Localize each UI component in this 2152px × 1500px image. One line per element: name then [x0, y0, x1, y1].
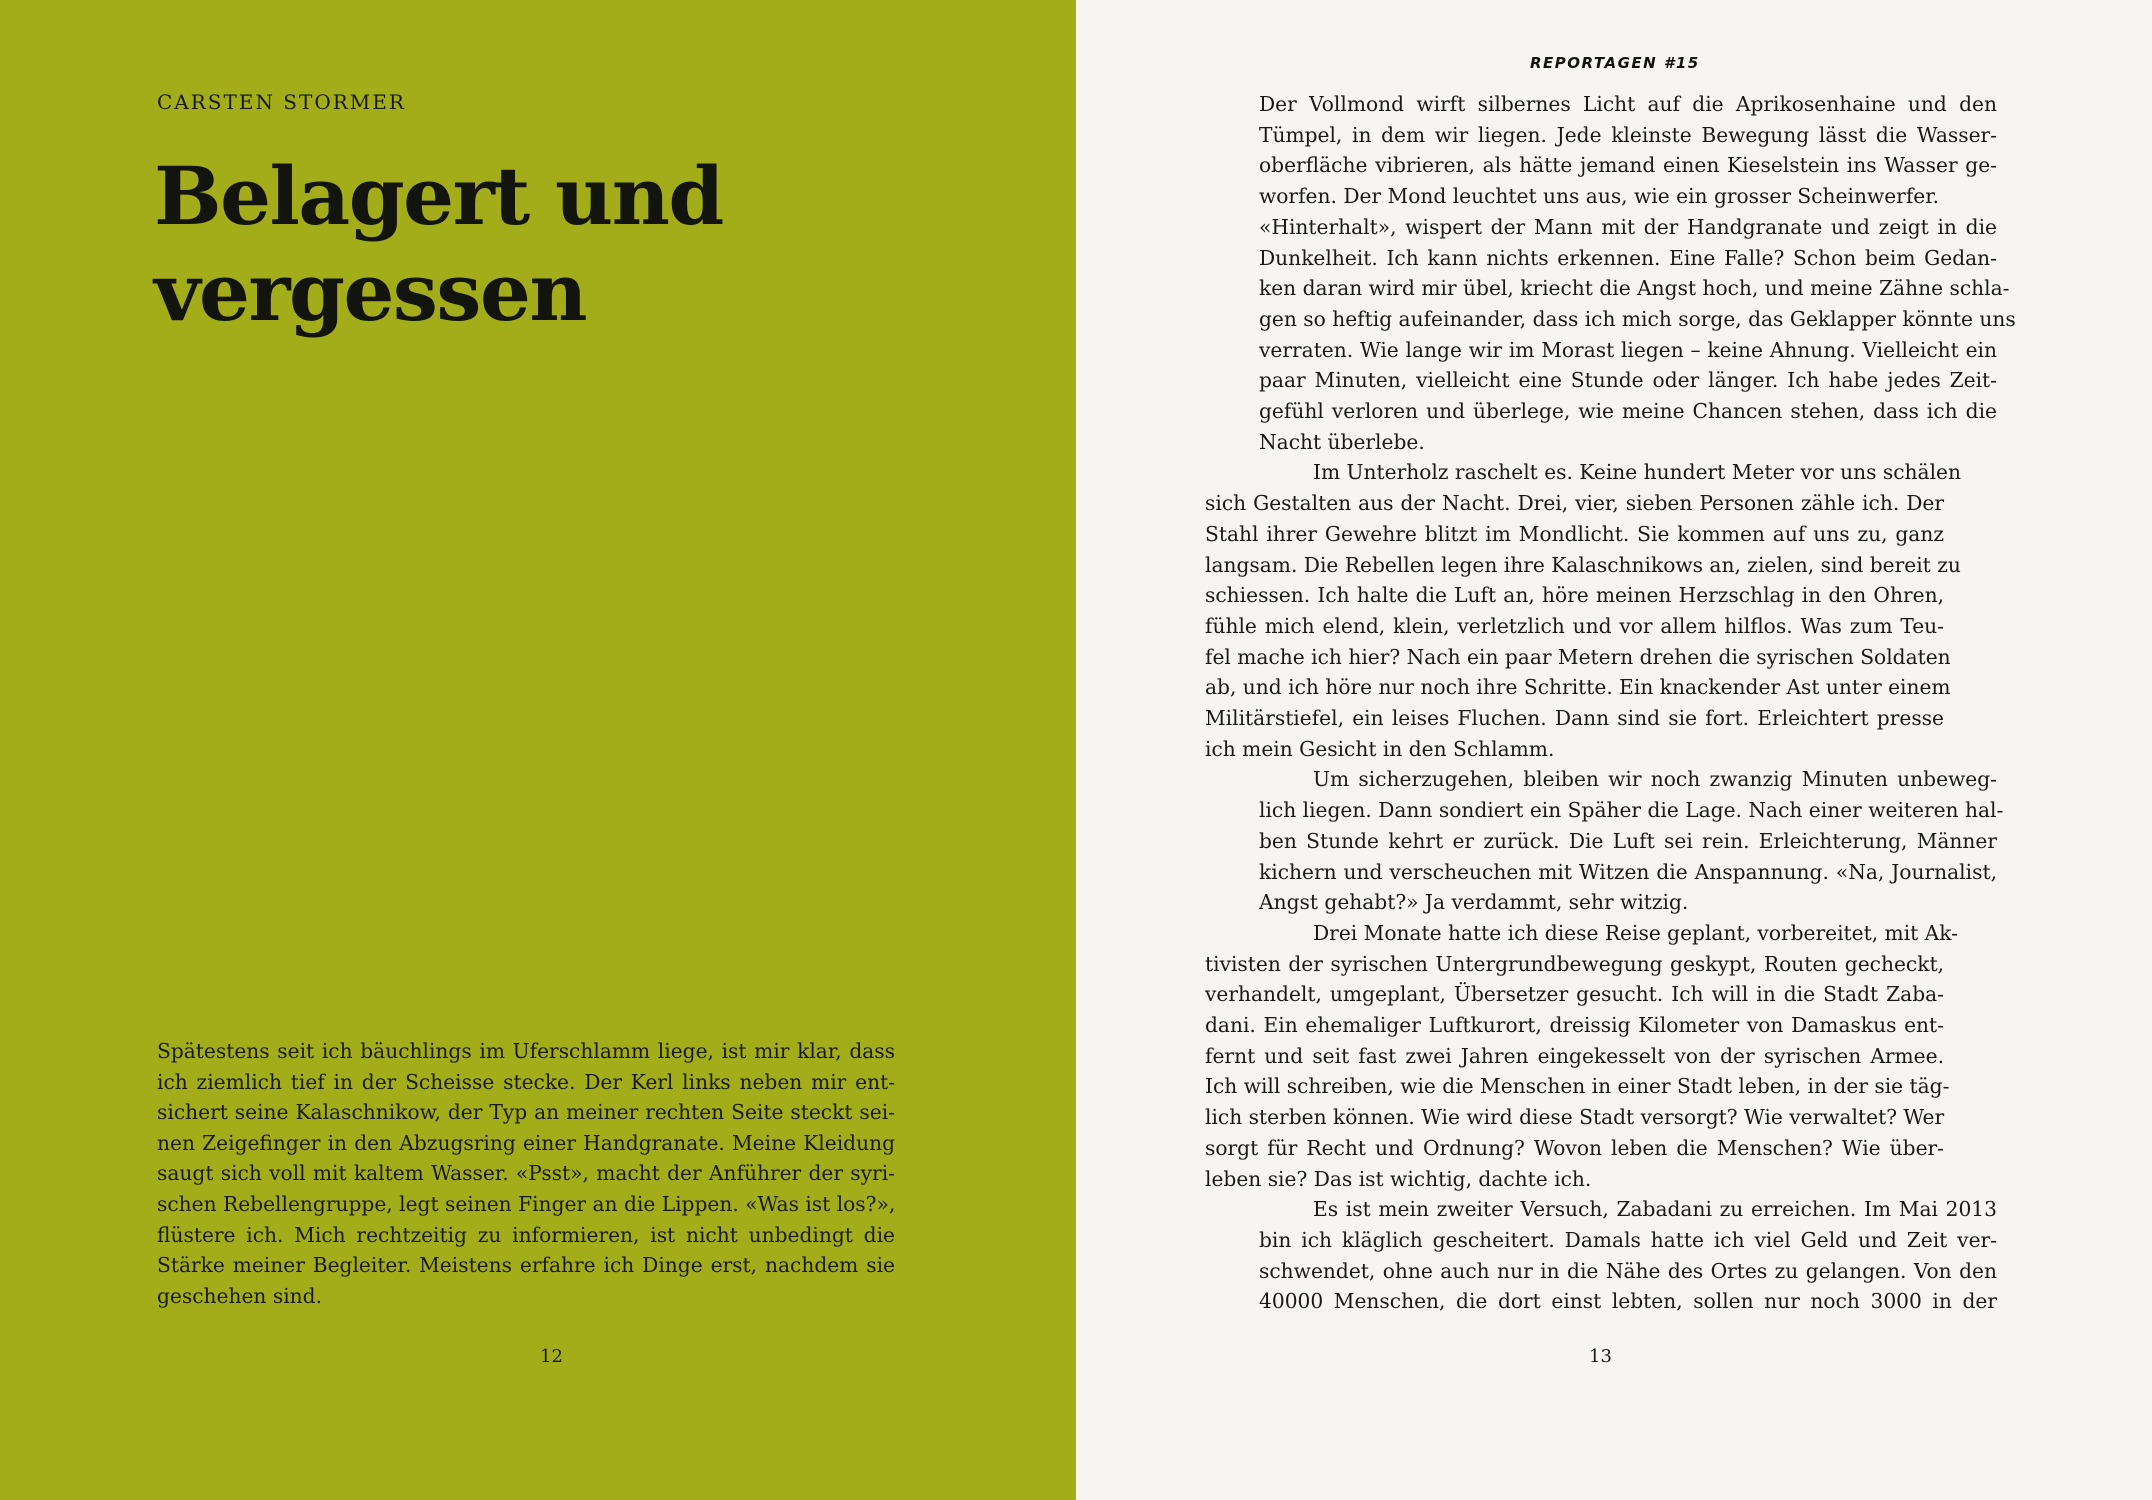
lead-line: nen Zeigefinger in den Abzugsring einer Handgranate. Meine Kleidung [157, 1130, 895, 1155]
body-line: langsam. Die Rebellen legen ihre Kalaschnikows an, zielen, sind bereit zu [1205, 552, 1961, 577]
lead-line: schen Rebellengruppe, legt seinen Finger an die Lippen. «Was ist los?», [157, 1191, 896, 1216]
body-line: paar Minuten, vielleicht eine Stunde oder länger. Ich habe jedes Zeit- [1259, 368, 1997, 393]
page-number-left: 12 [540, 1346, 563, 1367]
body-line: Stahl ihrer Gewehre blitzt im Mondlicht. Sie kommen auf uns zu, ganz [1205, 521, 1944, 546]
body-line: Ich will schreiben, wie die Menschen in einer Stadt leben, in der sie täg- [1205, 1074, 1950, 1099]
lead-line: geschehen sind. [157, 1283, 323, 1308]
body-line: schwendet, ohne auch nur in die Nähe des Ortes zu gelangen. Von den [1259, 1258, 1997, 1283]
body-line: sich Gestalten aus der Nacht. Drei, vier, sieben Personen zähle ich. Der [1205, 491, 1944, 516]
body-line: Um sicherzugehen, bleiben wir noch zwanzig Minuten unbeweg- [1313, 767, 1997, 792]
body-line: lich sterben können. Wie wird diese Stadt versorgt? Wie verwaltet? Wer [1205, 1105, 1945, 1130]
body-line: tivisten der syrischen Untergrundbewegung geskypt, Routen gecheckt, [1205, 951, 1944, 976]
body-line: ich mein Gesicht in den Schlamm. [1205, 736, 1555, 761]
lead-line: ich ziemlich tief in der Scheisse stecke. Der Kerl links neben mir ent- [157, 1069, 895, 1094]
body-line: verraten. Wie lange wir im Morast liegen – keine Ahnung. Vielleicht ein [1259, 337, 1997, 362]
body-line: ken daran wird mir übel, kriecht die Angst hoch, und meine Zähne schla- [1259, 276, 2010, 301]
body-line: dani. Ein ehemaliger Luftkurort, dreissig Kilometer von Damaskus ent- [1205, 1013, 1944, 1037]
page-number-right: 13 [1589, 1346, 1612, 1367]
lead-paragraph [157, 1036, 895, 1311]
body-line: fernt und seit fast zwei Jahren eingekesselt von der syrischen Armee. [1205, 1043, 1944, 1068]
body-line: Drei Monate hatte ich diese Reise geplant, vorbereitet, mit Ak- [1313, 920, 1958, 945]
body-line: oberfläche vibrieren, als hätte jemand einen Kieselstein ins Wasser ge- [1259, 153, 1997, 178]
body-line: ben Stunde kehrt er zurück. Die Luft sei rein. Erleichterung, Männer [1259, 828, 1997, 853]
body-line: lich liegen. Dann sondiert ein Späher die Lage. Nach einer weiteren hal- [1259, 798, 2004, 823]
body-line: ab, und ich höre nur noch ihre Schritte. Ein knackender Ast unter einem [1205, 675, 1951, 700]
lead-line: sichert seine Kalaschnikow, der Typ an meiner rechten Seite steckt sei- [157, 1100, 895, 1125]
body-line: leben sie? Das ist wichtig, dachte ich. [1205, 1166, 1592, 1191]
body-line: fühle mich elend, klein, verletzlich und vor allem hilflos. Was zum Teu- [1205, 613, 1944, 638]
body-line: worfen. Der Mond leuchtet uns aus, wie ein grosser Scheinwerfer. [1259, 184, 1940, 209]
body-line: «Hinterhalt», wispert der Mann mit der Handgranate und zeigt in die [1259, 214, 1997, 239]
title-line: vergessen [154, 245, 587, 339]
body-line: schiessen. Ich halte die Luft an, höre meinen Herzschlag in den Ohren, [1205, 583, 1944, 608]
body-line: Militärstiefel, ein leises Fluchen. Dann sind sie fort. Erleichtert presse [1205, 706, 1944, 730]
body-line: kichern und verscheuchen mit Witzen die Anspannung. «Na, Journalist, [1259, 859, 1997, 884]
lead-line: Stärke meiner Begleiter. Meistens erfahre ich Dinge erst, nachdem sie [157, 1253, 895, 1278]
body-line: sorgt für Recht und Ordnung? Wovon leben die Menschen? Wie über- [1205, 1135, 1944, 1160]
body-line: Dunkelheit. Ich kann nichts erkennen. Eine Falle? Schon beim Gedan- [1259, 245, 1997, 270]
author-name: CARSTEN STORMER [157, 90, 406, 114]
body-line: Angst gehabt?» Ja verdammt, sehr witzig. [1259, 890, 1689, 915]
body-line: Nacht überlebe. [1259, 429, 1425, 454]
lead-line: Spätestens seit ich bäuchlings im Uferschlamm liege, ist mir klar, dass [157, 1039, 895, 1063]
body-line: bin ich kläglich gescheitert. Damals hatte ich viel Geld und Zeit ver- [1259, 1227, 1997, 1252]
body-line: Der Vollmond wirft silbernes Licht auf die Aprikosenhaine und den [1259, 92, 1997, 116]
body-line: Tümpel, in dem wir liegen. Jede kleinste Bewegung lässt die Wasser- [1259, 122, 1997, 147]
body-line: fel mache ich hier? Nach ein paar Metern drehen die syrischen Soldaten [1205, 644, 1951, 669]
lead-line: saugt sich voll mit kaltem Wasser. «Psst», macht der Anführer der syri- [157, 1161, 895, 1186]
running-head: REPORTAGEN #15 [1530, 54, 1700, 72]
article-title [154, 148, 723, 340]
body-line: Im Unterholz raschelt es. Keine hundert Meter vor uns schälen [1313, 460, 1961, 485]
body-line: gen so heftig aufeinander, dass ich mich sorge, das Geklapper könnte uns [1259, 306, 2016, 331]
body-line: 40000 Menschen, die dort einst lebten, sollen nur noch 3000 in der [1259, 1289, 1997, 1314]
title-line: Belagert und [154, 149, 723, 243]
lead-line: flüstere ich. Mich rechtzeitig zu informieren, ist nicht unbedingt die [157, 1222, 895, 1247]
body-line: verhandelt, umgeplant, Übersetzer gesucht. Ich will in die Stadt Zaba- [1205, 982, 1944, 1007]
body-line: gefühl verloren und überlege, wie meine Chancen stehen, dass ich die [1259, 399, 1997, 423]
body-line: Es ist mein zweiter Versuch, Zabadani zu erreichen. Im Mai 2013 [1313, 1197, 1997, 1222]
